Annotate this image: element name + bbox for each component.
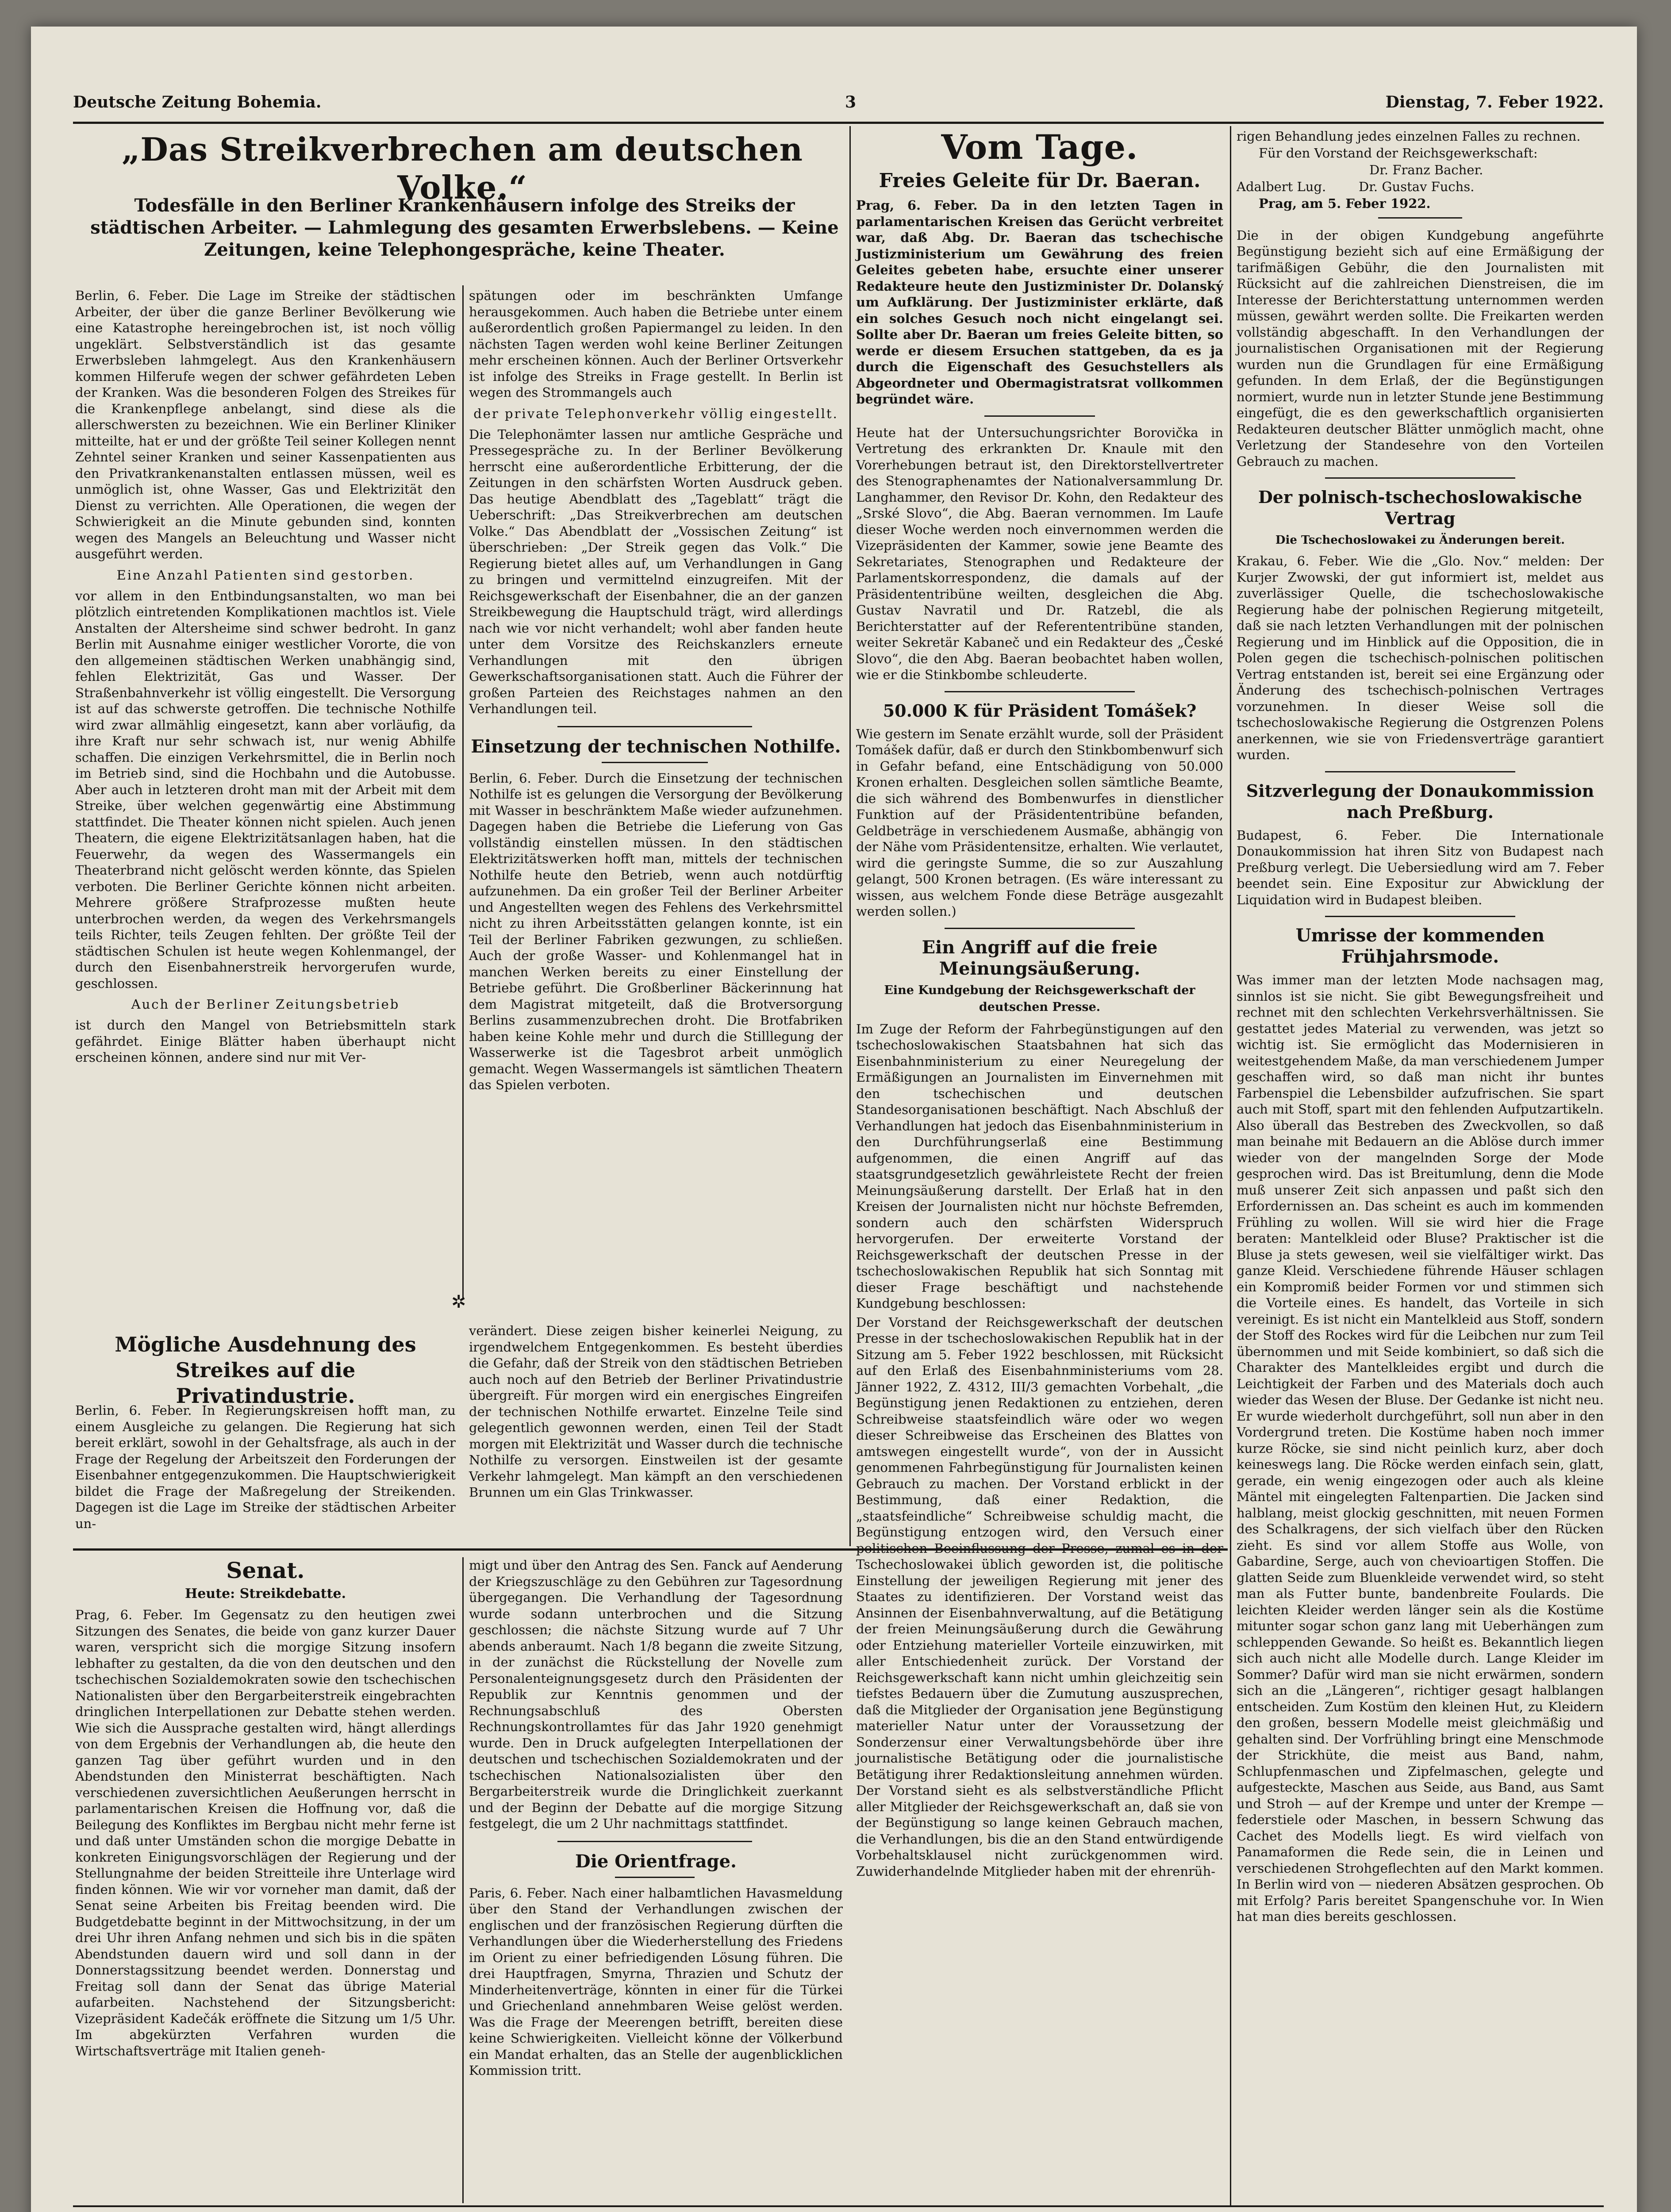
strike-column-2 — [469, 288, 843, 1296]
section-rule — [557, 1841, 752, 1842]
article-paragraph: Berlin, 6. Feber. Die Lage im Streike der städtischen Arbeiter, der über die ganze Berliner Bevölkerung wie eine Katastrophe hereingebrochen ist, ist noch völlig ungeklärt. Selbstverständlich ist das gesamte Erwerbsleben lahmgelegt. Aus den Krankenhäusern kommen Hilferufe wegen der schwer gefährdeten Leben der Kranken. Was die besonderen Folgen des Streikes für die Krankenpflege anbelangt, sind diese als die allerschwersten zu bezeichnen. Wie ein Berliner Kliniker mitteilte, hat er und der größte Teil seiner Kollegen nennt Zehntel seiner Kranken und seiner Kassenpatienten aus den Privatkrankenanstalten entlassen müssen, weil es unmöglich ist, ohne Wasser, Gas und Elektrizität den Dienst zu verrichten. Alle Operationen, die wegen der Schwierigkeit an die Minute gebunden sind, konnten wegen des Mangels an Beleuchtung und Wasser nicht ausgeführt werden. — [75, 288, 456, 561]
article-paragraph: Prag, 6. Feber. Im Gegensatz zu den heutigen zwei Sitzungen des Senates, die beide von ganz kurzer Dauer waren, verspricht sich die morgige Sitzung insofern lebhafter zu gestalten, da die von den deutschen und den tschechischen Sozialdemokraten sowie den tschechischen Nationalisten über den Bergarbeiterstreik eingebrachten dringlichen Interpellationen zur Debatte stehen werden. Wie sich die Aussprache gestalten wird, hängt allerdings von dem Ergebnis der Verhandlungen ab, die heute den ganzen Tag über geführt wurden und in den Abendstunden den Ministerrat beschäftigten. Nach verschiedenen zuversichtlichen Aeußerungen herrscht in parlamentarischen Kreisen die Hoffnung vor, daß die Beilegung des Konfliktes im Bergbau nicht mehr ferne ist und daß unter Umständen schon die morgige Debatte in konkreten Einigungsvorschlägen der Regierung und der Stellungnahme der beiden Streitteile ihre Unterlage wird finden können. Wie wir vor vorneher man damit, daß der Senat seine Arbeiten bis Freitag beenden wird. Die Budgetdebatte beginnt in der Mittwochsitzung, in der um drei Uhr ihren Anfang nehmen und sich bis in die späten Abendstunden dauern wird und soll dann in der Donnerstagssitzung beendet werden. Donnerstag und Freitag soll dann der Senat das übrige Material aufarbeiten. Nachstehend der Sitzungsbericht: Vizepräsident Kadečák eröffnete die Sitzung um 1/5 Uhr. Im abgekürzten Verfahren wurden die Wirtschaftsverträge mit Italien geneh- — [75, 1607, 456, 2058]
masthead-name: Deutsche Zeitung Bohemia. — [73, 93, 322, 111]
article-paragraph: Paris, 6. Feber. Nach einer halbamtlichen Havasmeldung über den Stand der Verhandlungen zwischen der englischen und der französischen Regierung dürften die Verhandlungen über die Wiederherstellung des Friedens im Orient zu einer befriedigenden Lösung führen. Die drei Hauptfragen, Smyrna, Thrazien und Schutz der Minderheitenverträge, könnten in einer für die Türkei und Griechenland annehmbaren Weise gelöst werden. Was die Frage der Meerengen betrifft, bereiten diese keine Schwierigkeiten. Vielleicht könne der Völkerbund ein Mandat erhalten, das an Stelle der augenblicklichen Kommission tritt. — [469, 1885, 843, 2078]
signature-line: Für den Vorstand der Reichsgewerkschaft: — [1259, 145, 1538, 161]
senat-subheadline: Heute: Streikdebatte. — [184, 1586, 346, 1601]
geleite-headline: Freies Geleite für Dr. Baeran. — [879, 169, 1201, 192]
article-paragraph: Budapest, 6. Feber. Die Internationale Donaukommission hat ihren Sitz von Budapest nach Preßburg verlegt. Die Uebersiedlung wird am 7. Feber beendet sein. Eine Expositur zur Abwicklung der Liquidation wird in Budapest bleiben. — [1237, 827, 1604, 907]
industry-column-2 — [469, 1323, 843, 1544]
section-rule — [615, 1877, 695, 1878]
section-rule — [602, 762, 708, 763]
industry-column-1 — [75, 1402, 456, 1544]
angriff-subheadline: Eine Kundgebung der Reichsgewerkschaft der deutschen Presse. — [884, 983, 1195, 1014]
section-separator-icon: ✲ — [451, 1292, 466, 1312]
nothilfe-headline: Einsetzung der technischen Nothilfe. — [471, 736, 841, 757]
article-paragraph: Im Zuge der Reform der Fahrbegünstigungen auf den tschechoslowakischen Staatsbahnen hat sich das Eisenbahnministerium zu einer Neuregelung der Ermäßigungen an Journalisten im Einvernehmen mit den tschechischen und deutschen Standesorganisationen beschäftigt. Nach Abschluß der Verhandlungen hat jedoch das Eisenbahnministerium in den Durchführungserlaß eine Bestimmung aufgenommen, die einen Angriff auf das staatsgrundgesetzlich gewährleistete Recht der freien Meinungsäußerung darstellt. Der Erlaß hat in den Kreisen der Journalisten nicht nur höchste Befremden, sondern auch den schärfsten Widerspruch hervorgerufen. Der erweiterte Vorstand der Reichsgewerkschaft der deutschen Presse in der tschechoslowakischen Republik hat sich Sonntag mit dieser Frage beschäftigt und nachstehende Kundgebung beschlossen: — [856, 1021, 1223, 1311]
article-paragraph: rigen Behandlung jedes einzelnen Falles zu rechnen. — [1237, 129, 1581, 144]
article-paragraph: Die in der obigen Kundgebung angeführte Begünstigung bezieht sich auf eine Ermäßigung der tarifmäßigen Gebühr, die den Journalisten mit Rücksicht auf die zahlreichen Dienstreisen, die im Interesse der Berichterstattung unternommen werden müssen, gewährt werden sollte. Die Freikarten werden vollständig abgeschafft. In den Verhandlungen der journalistischen Organisationen mit der Regierung wurden nun die Grundlagen für eine Ermäßigung gefunden. In dem Erlaß, der die Begünstigungen normiert, wurde nun in letzter Stunde jene Bestimmung eingefügt, die es den gewerkschaftlich organisierten Redakteuren deutscher Blätter unmöglich macht, ohne Verletzung der Standesehre von den Vorteilen Gebrauch zu machen. — [1237, 227, 1604, 469]
article-paragraph: spätungen oder im beschränkten Umfange herausgekommen. Auch haben die Betriebe unter einem außerordentlich großen Papiermangel zu leiden. In den nächsten Tagen werden wohl keine Berliner Zeitungen mehr erscheinen können. Auch der Berliner Ortsverkehr ist infolge des Streiks in Frage gestellt. In Berlin ist wegen des Strommangels auch — [469, 288, 843, 400]
signature-line: Adalbert Lug. Dr. Gustav Fuchs. — [1237, 179, 1475, 194]
polen-subheadline: Die Tschechoslowakei zu Änderungen bereit. — [1275, 534, 1565, 547]
kronen-headline: 50.000 K für Präsident Tomášek? — [883, 700, 1197, 721]
section-rule — [1378, 217, 1462, 219]
issue-date: Dienstag, 7. Feber 1922. — [1385, 93, 1604, 111]
section-rule — [984, 415, 1095, 417]
senat-headline: Senat. — [226, 1557, 305, 1583]
vom-tage-headline: Vom Tage. — [941, 127, 1138, 167]
article-spaced-heading: der private Telephonverkehr völlig eingestellt. — [473, 406, 838, 421]
article-paragraph: Wie gestern im Senate erzählt wurde, soll der Präsident Tomášek dafür, daß er durch den Stinkbombenwurf sich in Gefahr befand, eine Entschädigung von 50.000 Kronen erhalten. Desgleichen sollen sämtliche Beamte, die sich während des Bombenwurfes in dienstlicher Funktion auf der Präsidententribüne befanden, Geldbeträge in verschiedenem Ausmaße, abhängig von der Nähe vom Präsidentensitze, erhalten. Wie verlautet, wird die geringste Summe, die so zur Auszahlung gelangt, 500 Kronen betragen. (Es wäre interessant zu wissen, aus welchem Fonde diese Beträge ausgezahlt werden sollen.) — [856, 726, 1223, 919]
section-rule — [1325, 477, 1515, 479]
industry-headline: Mögliche Ausdehnung des Streikes auf die Privatindustrie. — [115, 1333, 416, 1408]
article-paragraph: Die Telephonämter lassen nur amtliche Gespräche und Pressegespräche zu. In der Berliner Bevölkerung herrscht eine außerordentliche Erbitterung, der die Zeitungen in den schärfsten Worten Ausdruck geben. Das heutige Abendblatt des „Tageblatt“ trägt die Ueberschrift: „Das Streikverbrechen am deutschen Volke.“ Das Abendblatt der „Vossischen Zeitung“ ist überschrieben: „Der Streik gegen das Volk.“ Die Regierung bietet alles auf, um Verhandlungen in Gang zu bringen und vermittelnd einzugreifen. Mit der Reichsgewerkschaft der Eisenbahner, die an der ganzen Streikbewegung die Hauptschuld trägt, wird allerdings nach wie vor nicht verhandelt; wohl aber fanden heute unter dem Vorsitze des Reichskanzlers erneute Verhandlungen mit den übrigen Gewerkschaftsorganisationen statt. Auch die Führer der großen Parteien des Reichstages nahmen an den Verhandlungen teil. — [469, 426, 843, 716]
strike-column-1 — [75, 288, 456, 1296]
angriff-headline: Ein Angriff auf die freie Meinungsäußerung. — [922, 937, 1158, 979]
mode-headline: Umrisse der kommenden Frühjahrsmode. — [1295, 925, 1545, 967]
section-rule — [1325, 916, 1515, 917]
signature-line: Dr. Franz Bacher. — [1369, 162, 1483, 177]
article-paragraph: Was immer man der letzten Mode nachsagen mag, sinnlos ist sie nicht. Sie gibt Bewegungsfreiheit und rechnet mit den schlechten Verkehrsverhältnissen. Sie gestattet jedes Material zu verwenden, was jetzt so wichtig ist. Sie ermöglicht das Modernisieren in weitestgehendem Maße, da man verschiedenem Jumper geschaffen wird, so daß man nicht ihr buntes Farbenspiel die Lebensbilder aufzufrischen. Sie spart auch mit Stoff, spart mit den fehlenden Aufputzartikeln. Also überall das Bestreben des Zweckvollen, so daß man beinahe mit Bedauern an die Ablöse durch immer wieder von der mangelnden Sorge der Mode gesprochen wird. Das ist Breitumlung, denn die Mode muß unserer Zeit sich anpassen und paßt sich den Erfordernissen an. Das scheint es auch im kommenden Frühling zu wollen. Will sie wird hier die Frage beraten: Mantelkleid oder Bluse? Praktischer ist die Bluse ja stets gewesen, weil sie vielfältiger wirkt. Das ganze Kleid. Verschiedene führende Häuser schlagen ein Kompromiß beider Formen vor und stimmen sich die Vorteile eines. Es handelt, das Vorteile in sich vereinigt. Es ist nicht ein Mantelkleid aus Stoff, sondern der Stoff des Rockes wird für die Leibchen nur zum Teil übernommen und mit Seide kombiniert, so daß sich die Charakter des Mantelkleides ergibt und durch die Leichtigkeit der Farben und des Materials doch auch wieder das Wesen der Bluse. Der Gedanke ist nicht neu. Er wurde wiederholt durchgeführt, soll nun aber in den Vordergrund treten. Die Kostüme haben noch immer kurze Röcke, sie sind nicht peinlich kurz, aber doch keineswegs lang. Die Röcke werden einfach sein, glatt, gerade, ein wenig eingezogen oder auch als kleine Mäntel mit eingelegten Faltenpartien. Die Jacken sind halblang, meist glockig geschnitten, mit neuen Formen des Schalkragens, der sich vielfach über den Rücken zieht. Es sind vor allem Stoffe aus Wolle, von Gabardine, Serge, auch von chevioartigen Stoffen. Die glatten Seide zum Bluenkleide verwendet wird, so steht man als Futter bunte, bandenbreite Foulards. Die leichten Kleider werden länger sein als die Kostüme mitunter sogar schon ganz lang mit Ueberhängen zum schleppenden Gewande. So heißt es. Bekanntlich liegen sich auch nicht alle Modelle durch. Lange Kleider im Sommer? Dafür wird man sie nicht erwärmen, sondern sich an die „Längeren“, richtiger gesagt halblangen entscheiden. Zum Kostüm den kleinen Hut, zu Kleidern den großen, bessern Modelle meist gleichmäßig und gehalten sind. Der Vorfrühling bringt eine Menschmode der Strickhüte, die meist aus Band, nahm, Schlupfenmaschen und Zipfelmaschen, gelegte und aufgesteckte, Maschen aus Seide, aus Band, aus Samt und Stroh — auf der Krempe und unter der Krempe — federstiele oder Maschen, in bessern Schwung das Cachet des Modells liegt. Es wird vielfach von Panamaformen die Rede sein, die in Leinen und verschiedenen Strohgeflechten auf den Markt kommen. In Berlin wird von — niederen Absätzen gesprochen. Ob mit Erfolg? Paris bereitet Spangenschuhe vor. In Wien hat man dies bereits geschlossen. — [1237, 972, 1604, 1924]
article-paragraph: verändert. Diese zeigen bisher keinerlei Neigung, zu irgendwelchem Entgegenkommen. Es besteht überdies die Gefahr, daß der Streik von den städtischen Betrieben auch noch auf den Betrieb der Berliner Privatindustrie übergreift. Für morgen wird ein energisches Eingreifen der technischen Nothilfe erwartet. Einzelne Teile sind gelegentlich gewonnen werden, einen Teil der Stadt morgen mit Elektrizität und Wasser durch die technische Nothilfe zu versorgen. Einstweilen ist der gesamte Verkehr lahmgelegt. Man kämpft an den verschiedenen Brunnen um ein Glas Trinkwasser. — [469, 1323, 843, 1500]
running-head — [73, 93, 1604, 119]
article-paragraph: Der Vorstand der Reichsgewerkschaft der deutschen Presse in der tschechoslowakischen Republik hat in der Sitzung am 5. Feber 1922 beschlossen, mit Rücksicht auf den Erlaß des Eisenbahnministeriums vom 28. Jänner 1922, Z. 4312, III/3 gemachten Vorbehalt, „die Begünstigung jenen Redaktionen zu entziehen, deren Schreibweise staatsfeindlich wäre oder wo wegen dieser Schreibweise das Erscheinen des Blattes von amtswegen eingestellt wurde“, von der in Aussicht genommenen Fahrbegünstigung für Journalisten keinen Gebrauch zu machen. Der Vorstand erblickt in der Bestimmung, daß einer Redaktion, die „staatsfeindliche“ Schreibweise schuldig macht, die Begünstigung entzogen wird, den Versuch einer politischen Beeinflussung der Presse, zumal es in der Tschechoslowakei üblich geworden ist, die politische Einstellung der jeweiligen Regierung mit jener des Staates zu identifizieren. Der Vorstand weist das Ansinnen der Eisenbahnverwaltung, auf die Betätigung der freien Meinungsäußerung durch die Gewährung oder Entziehung materieller Vorteile einzuwirken, mit aller Entschiedenheit zurück. Der Vorstand der Reichsgewerkschaft kann nicht umhin gleichzeitig sein tiefstes Bedauern über die Zumutung auszusprechen, daß die Mitglieder der Organisation jene Begünstigung materieller Natur unter der Voraussetzung der Sonderzensur einer Verwaltungsbehörde über ihre journalistische Betätigung oder die journalistische Betätigung ihrer Redaktionsleitung annehmen würden. Der Vorstand sieht es als selbstverständliche Pflicht aller Mitglieder der Reichsgewerkschaft an, daß sie von der Begünstigung so lange keinen Gebrauch machen, die Verhandlungen, bis die an den Stand entwürdigende Vorbehaltsklausel nicht zurückgenommen wird. Zuwiderhandelnde Mitglieder haben mit der ehrenrüh- — [856, 1314, 1223, 1879]
article-paragraph: Berlin, 6. Feber. In Regierungskreisen hofft man, zu einem Ausgleiche zu gelangen. Die Regierung hat sich bereit erklärt, sowohl in der Gehaltsfrage, als auch in der Frage der Regelung der Arbeitszeit den Forderungen der Eisenbahner entgegenzukommen. Die Hauptschwierigkeit bildet die Frage der Maßregelung der Streikenden. Dagegen ist die Lage im Streike der städtischen Arbeiter un- — [75, 1403, 456, 1531]
section-rule — [945, 691, 1135, 692]
polen-headline: Der polnisch-tschechoslowakische Vertrag — [1258, 487, 1583, 528]
section-rule — [945, 928, 1135, 929]
vom-tage-column — [856, 128, 1223, 2203]
orient-headline: Die Orientfrage. — [575, 1851, 737, 1872]
article-paragraph: Heute hat der Untersuchungsrichter Borovička in Vertretung des erkrankten Dr. Knaule mit den Vorerhebungen betraut ist, den Direktorstellvertreter des Stenographenamtes der Nationalversammlung Dr. Langhammer, den Revisor Dr. Kohn, den Redakteur des „Srské Slovo“, die Abg. Baeran vernommen. Im Laufe dieser Woche werden noch einvernommen werden die Vizepräsidenten der Kammer, sowie jene Beamte des Sekretariates, Stenographen und Redakteure der Parlamentskorrespondenz, die damals auf der Präsidententribüne weilten, desgleichen die Abg. Gustav Navratil und Dr. Ratzebl, die als Berichterstatter auf der Referententribüne standen, weiter Sekretär Kabaneč und ein Redakteur des „České Slovo“, die den Abg. Baeran beobachtet haben wollen, wie er die Stinkbombe schleuderte. — [856, 425, 1223, 682]
article-paragraph: vor allem in den Entbindungsanstalten, wo man bei plötzlich eintretenden Komplikationen machtlos ist. Viele Anstalten der Altersheime sind schwer bedroht. In ganz Berlin mit Ausnahme einiger westlicher Vororte, die von den allgemeinen städtischen Werken unabhängig sind, fehlen Elektrizität, Gas und Wasser. Der Straßenbahnverkehr ist völlig eingestellt. Die Versorgung ist auf das schwerste getroffen. Die technische Nothilfe wird zwar allmählig eingesetzt, kann aber vorläufig, da ihre Kraft nur sehr schwach ist, nur wenig Abhilfe schaffen. Die einzigen Verkehrsmittel, die in Berlin noch im Betrieb sind, sind die Hochbahn und die Autobusse. Aber auch in letzteren droht man mit der Arbeit mit dem Streike, über welchen gegenwärtig eine Abstimmung stattfindet. Die Theater können nicht spielen. Auch jenen Theatern, die eigene Elektrizitätsanlagen haben, hat die Feuerwehr, da wegen des Wassermangels ein Theaterbrand nicht gelöscht werden könnte, das Spielen verboten. Die Berliner Gerichte können nicht arbeiten. Mehrere größere Strafprozesse mußten heute unterbrochen werden, da wegen des Verkehrsmangels teils Richter, teils Zeugen fehlten. Der größte Teil der städtischen Schulen ist heute wegen Kohlenmangel, der durch den Eisenbahnerstreik hervorgerufen wurde, geschlossen. — [75, 588, 456, 991]
section-rule — [1325, 771, 1515, 772]
section-rule — [557, 726, 752, 727]
column-rule — [849, 126, 851, 1546]
article-paragraph: Berlin, 6. Feber. Durch die Einsetzung der technischen Nothilfe ist es gelungen die Versorgung der Bevölkerung mit Wasser in beschränktem Maße wieder aufzunehmen. Dagegen haben die Betriebe die Lieferung von Gas vollständig einstellen müssen. In den städtischen Elektrizitätswerken hofft man, mittels der technischen Nothilfe heute den Betrieb, wenn auch notdürftig aufzunehmen. Da ein großer Teil der Berliner Arbeiter und Angestellten wegen des Fehlens des Verkehrsmittel nicht zu ihren Arbeitsstätten gelangen konnte, ist ein Teil der Berliner Fabriken gezwungen, zu schließen. Auch der große Wasser- und Kohlenmangel hat in manchen Werken bereits zu einer Einstellung der Betriebe geführt. Die Großberliner Bäckerinnung hat dem Magistrat mitgeteilt, daß die Brotversorgung Berlins zusammenzubrechen droht. Die Brotfabriken haben keine Kohle mehr und durch die Stilllegung der Wasserwerke ist die Tagesbrot arbeit unmöglich gemacht. Wegen Wassermangels ist sämtlichen Theatern das Spielen verboten. — [469, 770, 843, 1092]
signature-date: Prag, am 5. Feber 1922. — [1259, 196, 1431, 211]
column-rule — [1230, 126, 1231, 2205]
newspaper-page — [31, 27, 1637, 2212]
strike-subheadline: Todesfälle in den Berliner Krankenhäusern infolge des Streiks der städtischen Arbeiter. — Lahmlegung des gesamten Erwerbslebens. — Keine Zeitungen, keine Telephongespräche, keine Theater. — [90, 195, 839, 260]
header-rule — [73, 122, 1604, 124]
article-paragraph: migt und über den Antrag des Sen. Fanck auf Aenderung der Kriegszuschläge zu den Gebühren zur Tagesordnung übergegangen. Die Verhandlung der Tagesordnung wurde sodann unterbrochen und die Sitzung geschlossen; die nächste Sitzung wurde auf 7 Uhr abends anberaumt. Nach 1/8 begann die zweite Sitzung, in der zunächst die Rückstellung der Novelle zum Personalenteignungsgesetz durch den Präsidenten der Republik zur Kenntnis genommen und der Rechnungsabschluß des Obersten Rechnungskontrollamtes für das Jahr 1920 genehmigt wurde. Den in Druck aufgelegten Interpellationen der deutschen und tschechischen Sozialdemokraten und der tschechischen Nationalsozialisten über den Bergarbeiterstreik wurde die Dringlichkeit zuerkannt und der Beginn der Debatte auf die morgige Sitzung festgelegt, die um 2 Uhr nachmittags stattfindet. — [469, 1558, 843, 1831]
article-paragraph: Prag, 6. Feber. Da in den letzten Tagen in parlamentarischen Kreisen das Gerücht verbreitet war, daß Abg. Dr. Baeran das tschechische Justizministerium um Gewährung des freien Geleites gebeten habe, ersuchte einer unserer Redakteure heute den Justizminister Dr. Dolanský um Aufklärung. Der Justizminister erklärte, daß ein solches Gesuch noch nicht eingelangt sei. Sollte aber Dr. Baeran um freies Geleite bitten, so werde er diesem Ersuchen stattgeben, da es ja durch die Eigenschaft des Gesuchstellers als Abgeordneter und Obermagistratsrat vollkommen begründet wäre. — [856, 198, 1223, 407]
article-spaced-heading: Auch der Berliner Zeitungsbetrieb — [131, 997, 400, 1012]
banner-rule — [73, 2205, 1604, 2207]
article-spaced-heading: Eine Anzahl Patienten sind gestorben. — [116, 567, 415, 583]
strike-headline: „Das Streikverbrechen am deutschen Volke.“ — [122, 131, 803, 206]
senat-column-1 — [75, 1557, 456, 2203]
right-column — [1237, 128, 1604, 2203]
article-paragraph: ist durch den Mangel von Betriebsmitteln stark gefährdet. Einige Blätter haben überhaupt nicht erscheinen können, andere sind nur mit Ver- — [75, 1018, 456, 1065]
article-paragraph: Krakau, 6. Feber. Wie die „Glo. Nov.“ melden: Der Kurjer Zwowski, der gut informiert ist, meldet aus zuverlässiger Quelle, die tschechoslowakische Regierung habe der polnischen Regierung mitgeteilt, daß sie nach letzten Verhandlungen mit der polnischen Regierung und im Hinblick auf die Opposition, die in Polen gegen die tschechisch-polnischen politischen Vertrag entstanden ist, bereit sei eine Ergänzung oder Änderung des tschechisch-polnischen Vertrages vorzunehmen. In dieser Weise soll die tschechoslowakische Regierung die Ostgrenzen Polens anerkennen, wie sie von Friedensverträge garantiert wurden. — [1237, 553, 1604, 762]
senat-column-2 — [469, 1557, 843, 2203]
column-rule — [462, 1557, 464, 2203]
page-number: 3 — [845, 93, 857, 111]
donau-headline: Sitzverlegung der Donaukommission nach Preßburg. — [1246, 780, 1594, 822]
column-rule — [462, 285, 464, 1298]
